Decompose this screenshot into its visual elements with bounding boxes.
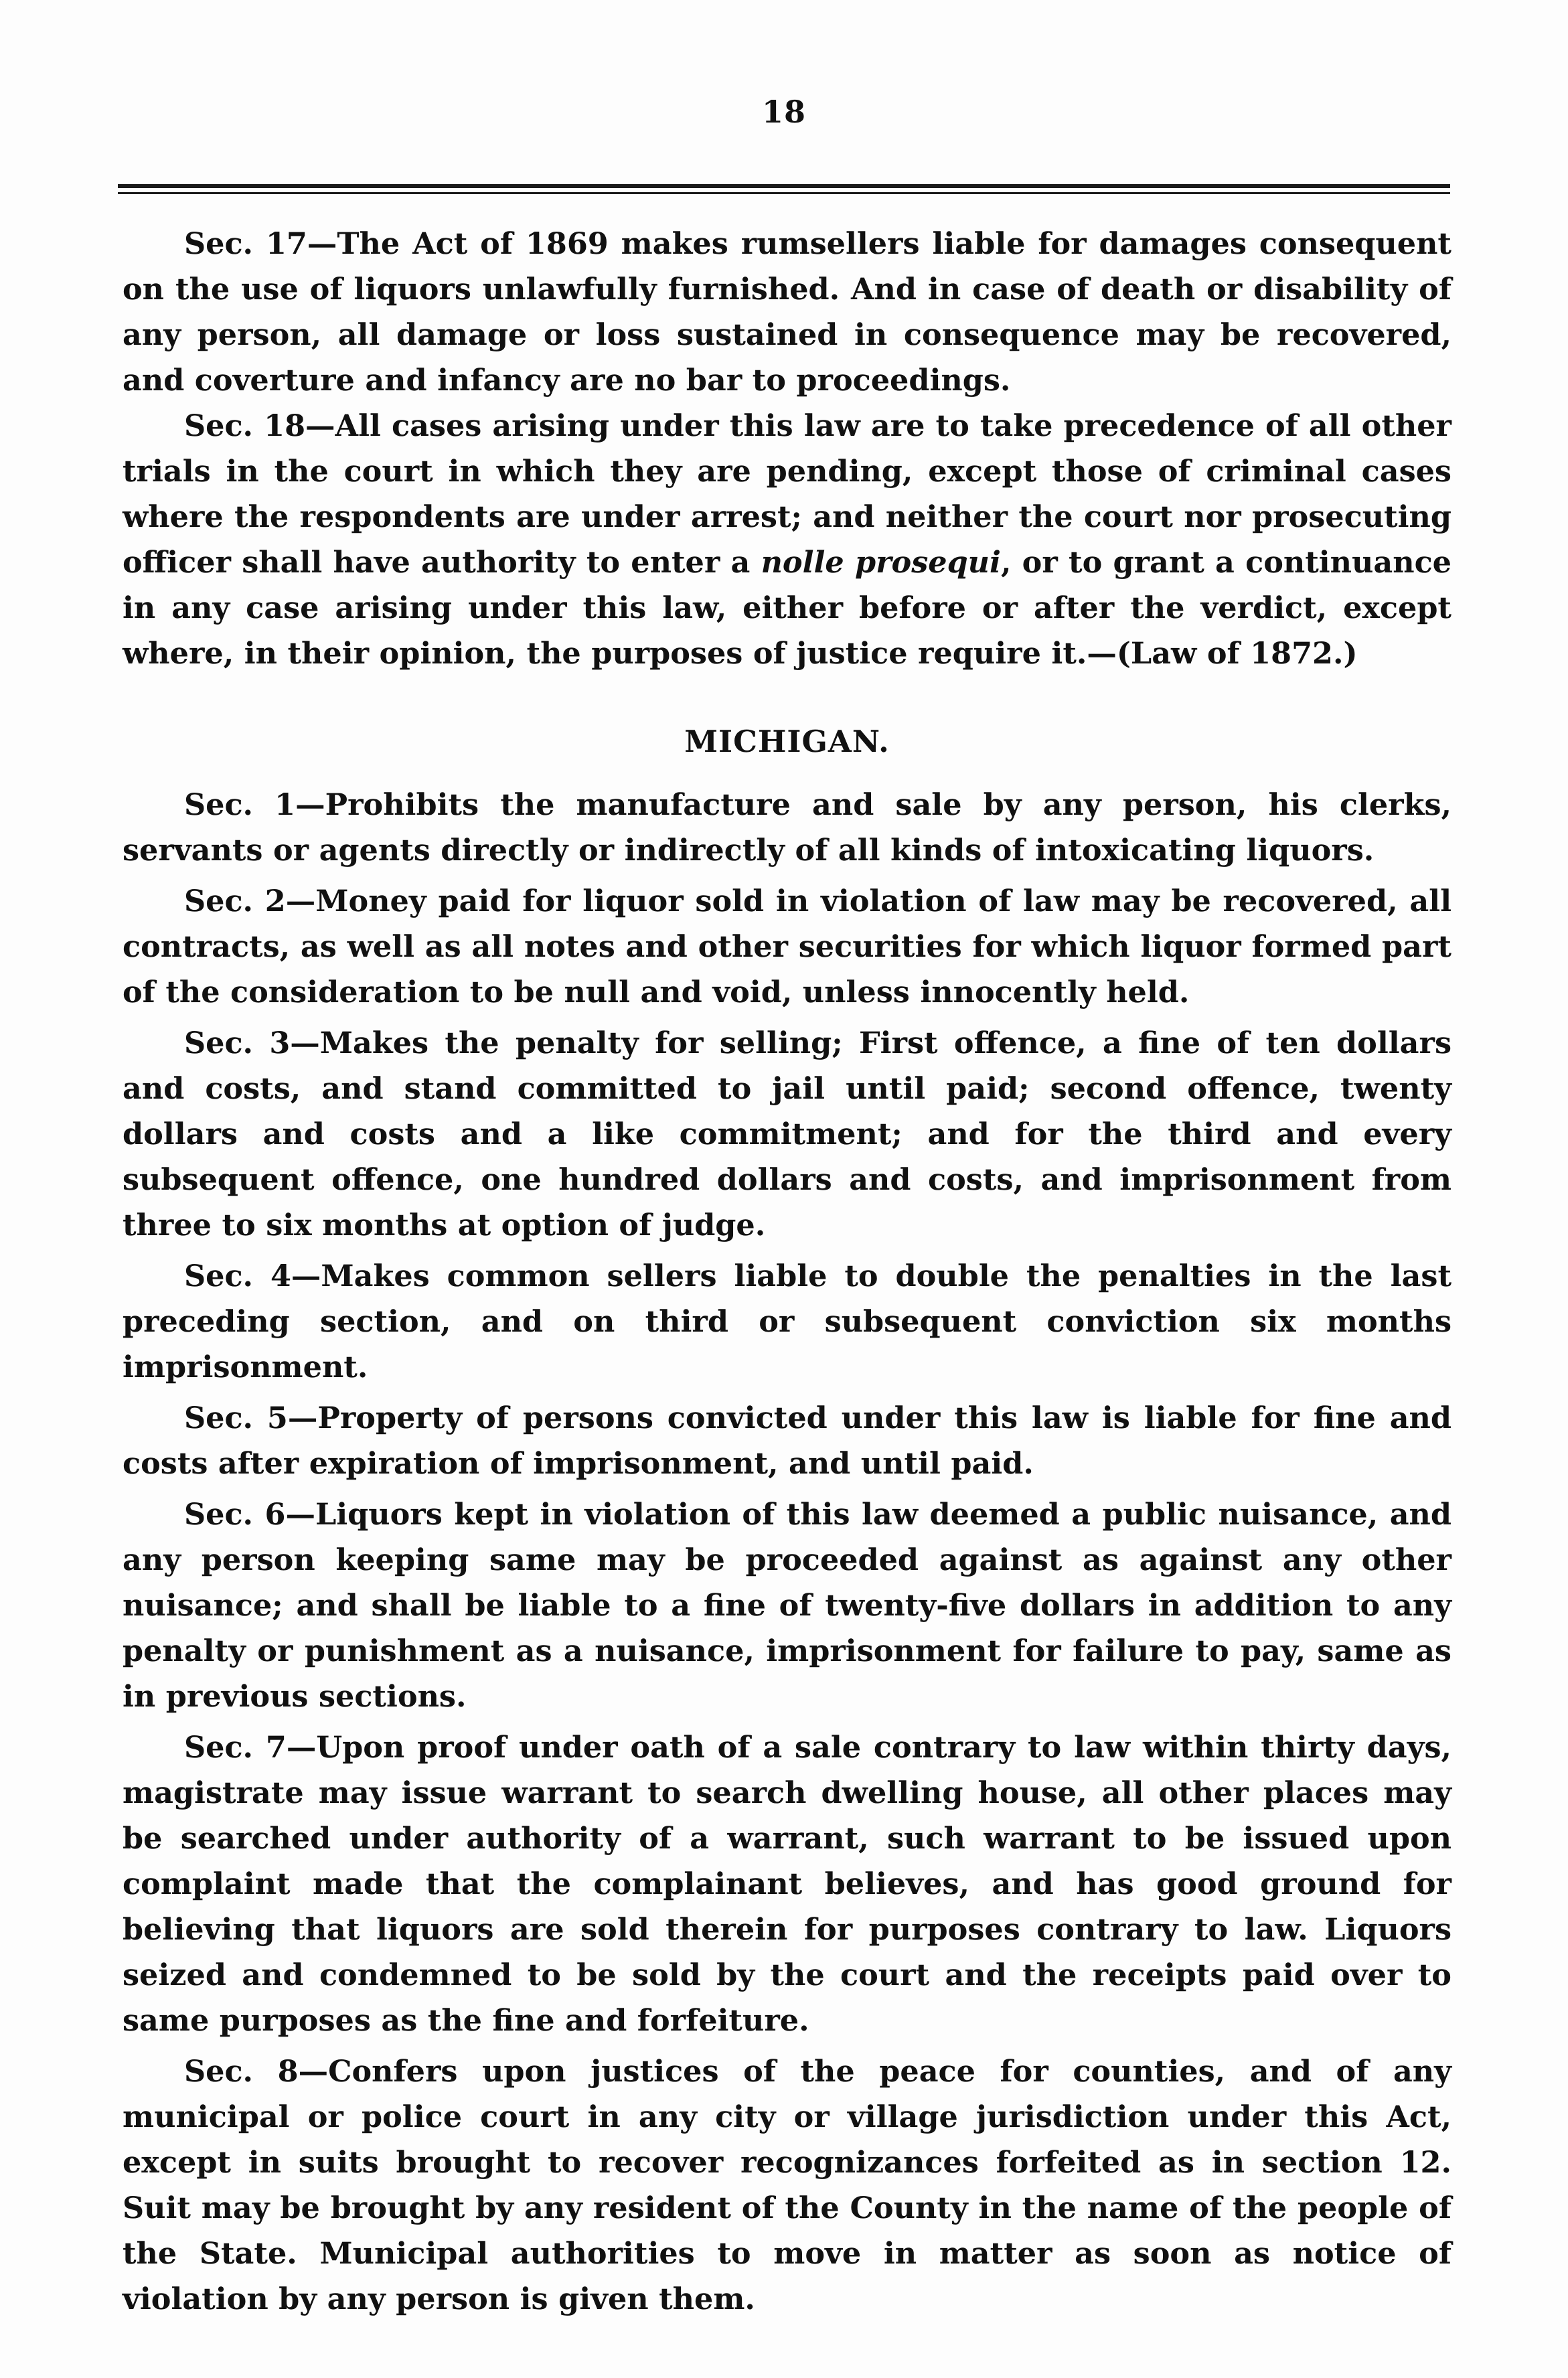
michigan-section-4: Sec. 4—Makes common sellers liable to double the penalties in the last preceding section, and on third or subsequent conviction six months imprisonment.: [123, 1259, 1452, 1384]
header-rule-thick: [118, 184, 1450, 188]
section-18-paragraph: [123, 403, 1452, 676]
section-18-text-end: , or to grant a continuance in any case arising under this law, either before or after the verdict, except where, in their opinion, the purposes of justice require it.—(Law of 1872.): [123, 545, 1452, 671]
section-18-text-start: Sec. 18—All cases arising under this law are to take precedence of all other trials in the court in which they are pending, except those of criminal cases where the respondents are under arrest; and neither the court nor prosecuting officer shall have authority to enter a: [123, 408, 1452, 580]
page-body: [123, 221, 1452, 2322]
header-rule-thin: [118, 192, 1450, 194]
michigan-section-2: Sec. 2—Money paid for liquor sold in violation of law may be recovered, all contracts, as well as all notes and other securities for which liquor formed part of the consideration to be null and void, unless innocently held.: [123, 884, 1452, 1010]
page-number: 18: [761, 94, 806, 130]
michigan-section-3: Sec. 3—Makes the penalty for selling; First offence, a fine of ten dollars and costs, and stand committed to jail until paid; second offence, twenty dollars and costs and a like commitment; and for the third and every subsequent offence, one hundred dollars and costs, and imprisonment from three to six months at option of judge.: [123, 1026, 1452, 1243]
michigan-section-8: Sec. 8—Confers upon justices of the peace for counties, and of any municipal or police court in any city or village jurisdiction under this Act, except in suits brought to recover recognizances forfeited as in section 12. Suit may be brought by any resident of the County in the name of the people of the State. Municipal authorities to move in matter as soon as notice of violation by any person is given them.: [123, 2054, 1452, 2316]
michigan-section-1: Sec. 1—Prohibits the manufacture and sale by any person, his clerks, servants or agents directly or indirectly of all kinds of intoxicating liquors.: [123, 787, 1452, 868]
state-heading: MICHIGAN.: [684, 724, 890, 759]
michigan-section-5: Sec. 5—Property of persons convicted under this law is liable for fine and costs after expiration of imprisonment, and until paid.: [123, 1401, 1452, 1481]
section-18-latin-term: nolle prosequi: [761, 545, 1001, 580]
section-17-paragraph: Sec. 17—The Act of 1869 makes rumsellers liable for damages consequent on the use of liquors unlawfully furnished. And in case of death or disability of any person, all damage or loss sustained in consequence may be recovered, and coverture and infancy are no bar to proceedings.: [123, 226, 1452, 398]
michigan-section-7: Sec. 7—Upon proof under oath of a sale contrary to law within thirty days, magistrate may issue warrant to search dwelling house, all other places may be searched under authority of a warrant, such warrant to be issued upon complaint made that the complainant believes, and has good ground for believing that liquors are sold therein for purposes contrary to law. Liquors seized and condemned to be sold by the court and the receipts paid over to same purposes as the fine and forfeiture.: [123, 1730, 1452, 2038]
michigan-section-6: Sec. 6—Liquors kept in violation of this law deemed a public nuisance, and any person keeping same may be proceeded against as against any other nuisance; and shall be liable to a fine of twenty-five dollars in addition to any penalty or punishment as a nuisance, imprisonment for failure to pay, same as in previous sections.: [123, 1497, 1452, 1714]
